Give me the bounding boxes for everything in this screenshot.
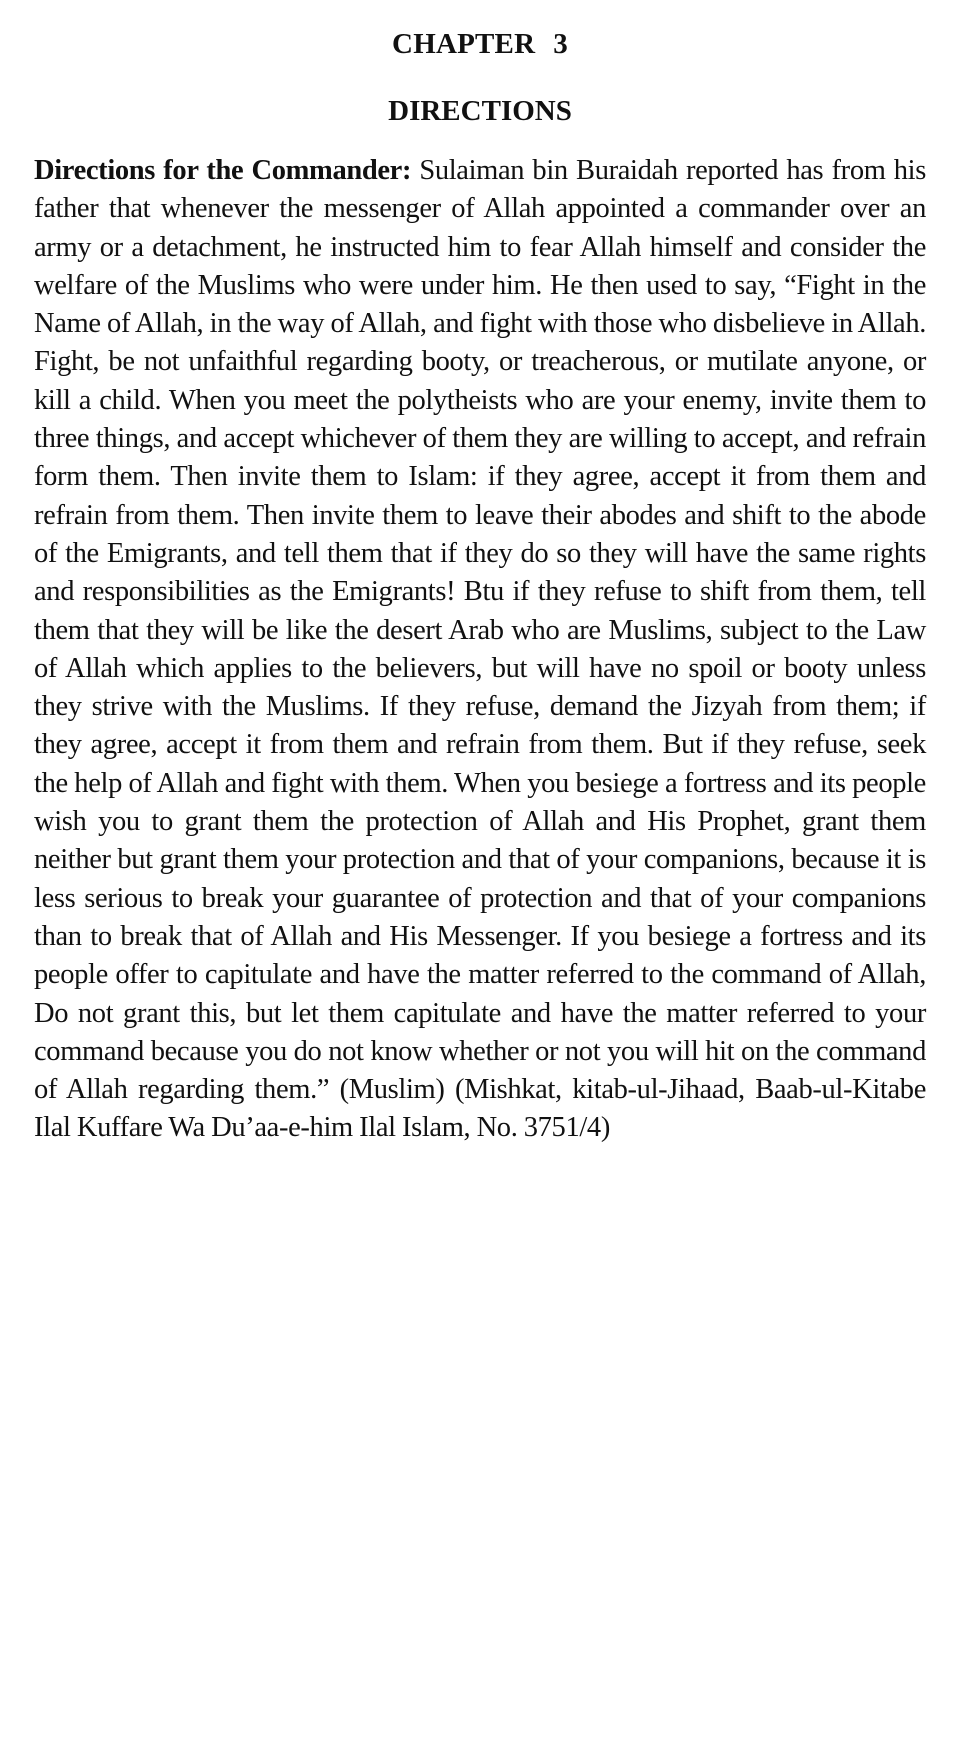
chapter-number: 3 [553,28,568,60]
section-title: DIRECTIONS [388,95,572,127]
body-paragraph [34,152,926,1148]
paragraph-text: Sulaiman bin Buraidah reported has from his father that whenever the messenger of Allah appointed a commander over an army or a detachment, he instructed him to fear Allah himself and consider the welfare of the Muslims who were under him. He then used to say, “Fight in the Name of Allah, in the way of Allah, and fight with those who disbelieve in Allah. Fight, be not unfaithful regarding booty, or treacherous, or mutilate anyone, or kill a child. When you meet the polytheists who are your enemy, invite them to three things, and accept whichever of them they are willing to accept, and refrain form them. Then invite them to Islam: if they agree, accept it from them and refrain from them. Then invite them to leave their abodes and shift to the abode of the Emigrants, and tell them that if they do so they will have the same rights and responsibilities as the Emigrants! Btu if they refuse to shift from them, tell them that they will be like the desert Arab who are Muslims, subject to the Law of Allah which applies to the believers, but will have no spoil or booty unless they strive with the Muslims. If they refuse, demand the Jizyah from them; if they agree, accept it from them and refrain from them. But if they refuse, seek the help of Allah and fight with them. When you besiege a fortress and its people wish you to grant them the protection of Allah and His Prophet, grant them neither but grant them your protection and that of your companions, because it is less serious to break your guarantee of protection and that of your companions than to break that of Allah and His Messenger. If you besiege a fortress and its people offer to capitulate and have the matter referred to the command of Allah, Do not grant this, but let them capitulate and have the matter referred to your command because you do not know whether or not you will hit on the command of Allah regarding them.” (Muslim) (Mishkat, kitab-ul-Jihaad, Baab-ul-Kitabe Ilal Kuffare Wa Du’aa-e-him Ilal Islam, No. 3751/4) [34,155,926,1144]
document-page [34,0,926,1148]
chapter-label: CHAPTER [392,28,536,60]
chapter-heading [34,0,926,61]
paragraph-lead: Directions for the Commander: [34,155,412,186]
